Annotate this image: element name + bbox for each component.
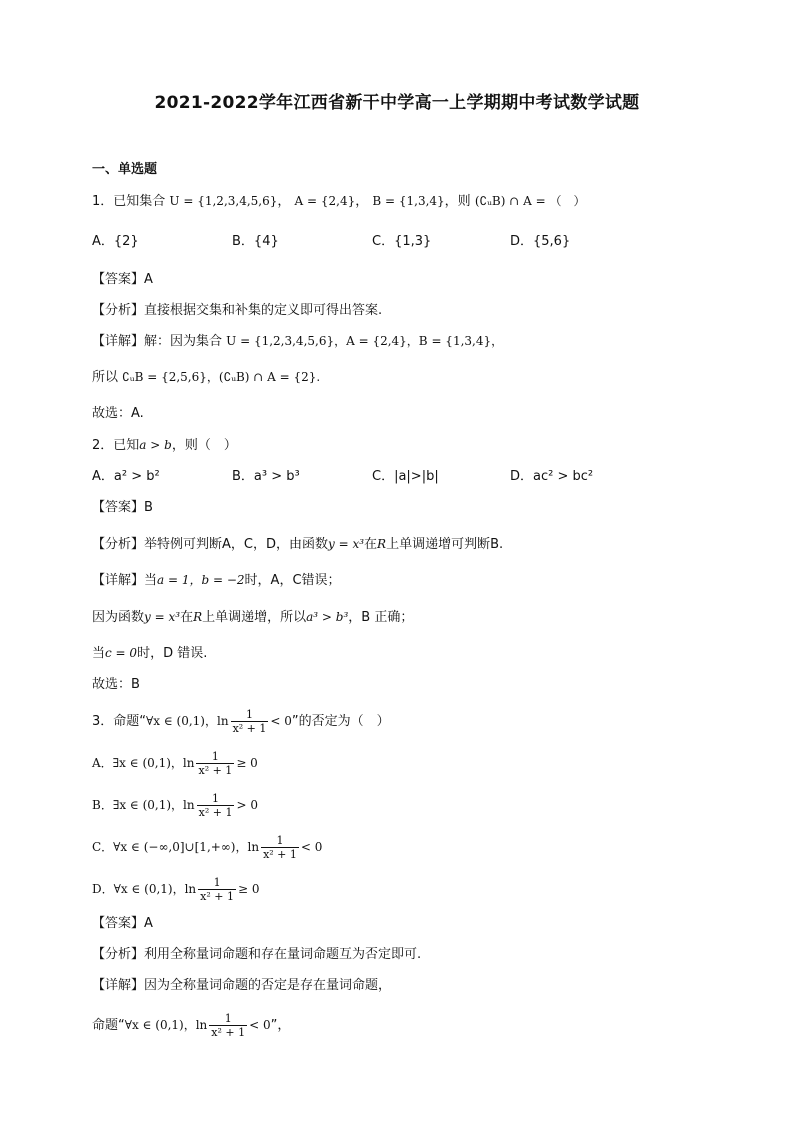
q2-analysis	[92, 534, 503, 555]
q3-detail-2	[92, 1010, 290, 1041]
q2-conclusion: 故选：B	[92, 677, 140, 692]
q3-stem-prefix: 3．命题“	[92, 714, 147, 729]
q3-option-c-cmp: < 0	[300, 840, 323, 854]
q3-option-d-cmp: ≥ 0	[238, 882, 260, 896]
q2-detail-2-expr2: a³ > b³	[306, 610, 349, 624]
q1-stem-prefix: 1．已知集合	[92, 194, 166, 209]
q2-detail-2-prefix: 因为函数	[92, 610, 145, 625]
q1-detail-2-prefix: 所以	[92, 370, 119, 385]
q3-option-c-prefix: C．∀x ∈ (−∞,0]∪[1,+∞)，ln	[92, 840, 260, 854]
q3-option-b-frac-den: x² + 1	[198, 806, 233, 819]
q3-detail-2-frac-num: 1	[209, 1012, 247, 1026]
q3-option-d-prefix: D．∀x ∈ (0,1)，ln	[92, 882, 197, 896]
q2-analysis-r: R	[377, 537, 387, 551]
q2-option-c: C．|a|>|b|	[372, 469, 439, 484]
q1-detail-2	[92, 367, 320, 388]
q3-detail-2-frac-den: x² + 1	[211, 1026, 246, 1039]
q2-analysis-prefix: 【分析】举特例可判断A，C，D，由函数	[92, 537, 328, 552]
q3-option-c-frac-den: x² + 1	[263, 848, 297, 861]
q2-detail-3	[92, 643, 207, 664]
q2-option-d: D．ac² > bc²	[510, 469, 594, 484]
q3-option-a-frac-den: x² + 1	[198, 764, 233, 777]
q2-detail-2-mid: 在	[180, 610, 194, 625]
q2-stem	[92, 435, 237, 456]
q1-analysis: 【分析】直接根据交集和补集的定义即可得出答案.	[92, 303, 383, 318]
q1-expr: (∁ᵤB) ∩ A = （ ）	[474, 194, 586, 208]
q3-option-d	[92, 874, 260, 905]
q3-option-c-frac-num: 1	[261, 834, 299, 848]
q2-detail-1-suffix: 时，A，C错误；	[244, 573, 341, 588]
q2-answer: 【答案】B	[92, 500, 153, 515]
q2-analysis-mid: 在	[364, 537, 378, 552]
q3-detail-1: 【详解】因为全称量词命题的否定是存在量词命题，	[92, 978, 392, 993]
q3-option-a-prefix: A．∃x ∈ (0,1)，ln	[92, 756, 195, 770]
q3-detail-2-suffix: ”，	[270, 1018, 291, 1033]
q2-option-a: A．a² > b²	[92, 469, 160, 484]
q1-answer: 【答案】A	[92, 272, 153, 287]
q3-option-b-frac-num: 1	[197, 792, 235, 806]
q3-option-b-prefix: B．∃x ∈ (0,1)，ln	[92, 798, 195, 812]
document-title: 2021-2022学年江西省新干中学高一上学期期中考试数学试题	[154, 93, 640, 113]
q3-option-b	[92, 790, 258, 821]
q2-stem-prefix: 2．已知	[92, 438, 140, 453]
q2-stem-expr: a > b	[139, 438, 172, 452]
q1-detail-1	[92, 331, 503, 352]
q3-answer: 【答案】A	[92, 916, 153, 931]
q3-stem-suffix: ”的否定为（ ）	[291, 714, 390, 729]
q2-option-b: B．a³ > b³	[232, 469, 300, 484]
section-heading: 一、单选题	[92, 162, 158, 177]
q1-option-b: B．{4}	[232, 234, 279, 249]
q1-option-a: A．{2}	[92, 234, 139, 249]
q1-detail-1-text: 【详解】解：因为集合	[92, 334, 223, 349]
q2-detail-2	[92, 607, 413, 628]
q2-detail-3-expr: c = 0	[105, 646, 138, 660]
q3-stem-frac-den: x² + 1	[232, 722, 267, 735]
q3-option-c	[92, 832, 322, 863]
q1-detail-1-expr: U = {1,2,3,4,5,6}，A = {2,4}，B = {1,3,4}，	[226, 334, 504, 348]
q1-b-expr: B = {1,3,4}	[372, 194, 445, 208]
q1-u-expr: U = {1,2,3,4,5,6}	[169, 194, 278, 208]
q2-analysis-suffix: 上单调递增可判断B.	[386, 537, 504, 552]
q3-option-b-cmp: > 0	[236, 798, 258, 812]
q3-option-a-fraction	[196, 750, 234, 777]
q1-a-expr: A = {2,4}	[294, 194, 356, 208]
q2-detail-2-expr: y = x³	[144, 610, 181, 624]
q3-option-d-frac-num: 1	[198, 876, 236, 890]
q3-stem-fraction	[231, 708, 269, 735]
q1-stem-mid: ，则	[444, 194, 471, 209]
q3-option-a-cmp: ≥ 0	[236, 756, 258, 770]
q3-detail-2-prefix: 命题“	[92, 1018, 125, 1033]
q2-detail-1-expr: a = 1，b = −2	[157, 573, 245, 587]
q2-detail-3-prefix: 当	[92, 646, 106, 661]
q2-stem-suffix: ，则（ ）	[171, 438, 237, 453]
q3-analysis: 【分析】利用全称量词命题和存在量词命题互为否定即可.	[92, 947, 422, 962]
q3-option-a	[92, 748, 258, 779]
q1-stem: 1．已知集合 U = {1,2,3,4,5,6}， A = {2,4}， B = {1,3,4}，则 (∁ᵤB) ∩ A = （ ）	[92, 194, 586, 209]
q2-detail-3-suffix: 时，D 错误.	[137, 646, 208, 661]
q1-option-d: D．{5,6}	[510, 234, 571, 249]
q3-detail-2-fraction	[209, 1012, 247, 1039]
q2-detail-1-prefix: 【详解】当	[92, 573, 158, 588]
q3-stem-quant: ∀x ∈ (0,1)，ln	[146, 714, 229, 728]
q3-detail-2-quant: ∀x ∈ (0,1)，ln	[124, 1018, 208, 1032]
q3-stem-frac-num: 1	[231, 708, 269, 722]
q3-option-d-frac-den: x² + 1	[200, 890, 234, 903]
q2-detail-2-suffix: ，B 正确；	[348, 610, 414, 625]
q3-option-d-fraction	[198, 876, 236, 903]
q3-option-a-frac-num: 1	[196, 750, 234, 764]
q2-detail-2-mid2: 上单调递增，所以	[202, 610, 307, 625]
q2-detail-2-r: R	[193, 610, 203, 624]
q3-option-c-fraction	[261, 834, 299, 861]
q3-stem	[92, 706, 390, 737]
q1-conclusion: 故选：A.	[92, 406, 144, 421]
q1-option-c: C．{1,3}	[372, 234, 432, 249]
q3-option-b-fraction	[197, 792, 235, 819]
q3-stem-cmp: < 0	[270, 714, 292, 728]
q2-detail-1	[92, 570, 341, 591]
q3-detail-2-cmp: < 0	[249, 1018, 271, 1032]
q1-detail-2-expr: ∁ᵤB = {2,5,6}，(∁ᵤB) ∩ A = {2}.	[122, 370, 321, 384]
q2-analysis-expr: y = x³	[327, 537, 365, 551]
